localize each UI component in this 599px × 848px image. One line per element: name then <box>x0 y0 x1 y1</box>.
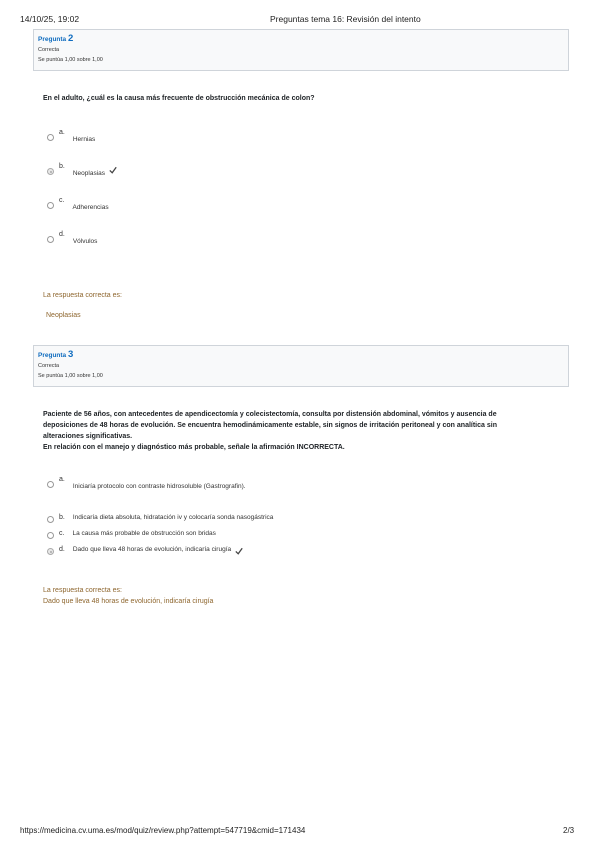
answer-option-b[interactable] <box>47 163 117 178</box>
option-letter: d. <box>59 231 65 238</box>
question-text <box>43 409 563 453</box>
print-page-number: 2/3 <box>563 826 575 835</box>
option-letter: b. <box>59 163 65 170</box>
option-letter: d. <box>59 546 65 553</box>
answer-option-d[interactable] <box>47 546 243 558</box>
question-text-line: Paciente de 56 años, con antecedentes de apendicectomía y colecistectomía, consulta por distensión abdominal, vómitos y ausencia de <box>43 411 497 418</box>
radio-button[interactable] <box>47 202 54 209</box>
question-number-value: 3 <box>67 349 74 360</box>
option-letter: b. <box>59 514 65 521</box>
radio-button[interactable] <box>47 134 54 141</box>
question-info-box <box>33 345 569 387</box>
option-letter: c. <box>59 197 65 204</box>
question-grade: Se puntúa 1,00 sobre 1,00 <box>38 57 103 63</box>
print-datetime: 14/10/25, 19:02 <box>20 14 80 24</box>
question-number <box>38 349 564 361</box>
option-text: Vólvulos <box>72 238 98 245</box>
question-text: En el adulto, ¿cuál es la causa más frecuente de obstrucción mecánica de colon? <box>43 95 315 102</box>
option-letter: a. <box>59 476 65 483</box>
radio-button[interactable] <box>47 481 54 488</box>
question-state: Correcta <box>38 47 60 53</box>
print-url: https://medicina.cv.uma.es/mod/quiz/review.php?attempt=547719&cmid=171434 <box>20 826 306 835</box>
question-state: Correcta <box>38 363 60 369</box>
print-title: Preguntas tema 16: Revisión del intento <box>270 14 421 24</box>
question-text-line: deposiciones de 48 horas de evolución. Se encuentra hemodinámicamente estable, sin signos de irritación peritoneal y con analítica sin <box>43 422 497 429</box>
radio-button[interactable] <box>47 516 54 523</box>
question-info-box <box>33 29 569 71</box>
radio-button-selected[interactable] <box>47 548 54 555</box>
right-answer: Neoplasias <box>46 312 81 319</box>
right-answer-label: La respuesta correcta es: <box>43 292 122 299</box>
answer-option-b[interactable] <box>47 514 273 526</box>
answer-option-d[interactable] <box>47 231 98 246</box>
answer-option-c[interactable] <box>47 530 216 542</box>
right-answer-label: La respuesta correcta es: <box>43 587 122 594</box>
question-number-value: 2 <box>67 33 74 44</box>
question-text-line: En relación con el manejo y diagnóstico más probable, señale la afirmación INCORRECTA. <box>43 444 345 451</box>
option-text: La causa más probable de obstrucción son bridas <box>72 530 216 537</box>
right-answer: Dado que lleva 48 horas de evolución, indicaría cirugía <box>43 598 214 605</box>
check-icon <box>235 547 243 555</box>
radio-button-selected[interactable] <box>47 168 54 175</box>
question-grade: Se puntúa 1,00 sobre 1,00 <box>38 373 103 379</box>
radio-button[interactable] <box>47 236 54 243</box>
radio-button[interactable] <box>47 532 54 539</box>
answer-option-a[interactable] <box>47 129 96 144</box>
option-text: Neoplasias <box>72 170 106 177</box>
answer-option-c[interactable] <box>47 197 109 212</box>
option-letter: c. <box>59 530 65 537</box>
question-number <box>38 33 564 45</box>
option-text: Hernias <box>72 136 96 143</box>
check-icon <box>109 166 117 174</box>
option-text: Iniciaría protocolo con contraste hidrosoluble (Gastrografin). <box>72 483 246 490</box>
option-letter: a. <box>59 129 65 136</box>
option-text: Dado que lleva 48 horas de evolución, indicaría cirugía <box>72 546 232 553</box>
question-text-line: alteraciones significativas. <box>43 433 133 440</box>
answer-option-a[interactable] <box>47 476 246 491</box>
option-text: Indicaría dieta absoluta, hidratación iv y colocaría sonda nasogástrica <box>72 514 274 521</box>
option-text: Adherencias <box>72 204 109 211</box>
question-label: Pregunta <box>38 352 67 359</box>
question-label: Pregunta <box>38 36 67 43</box>
